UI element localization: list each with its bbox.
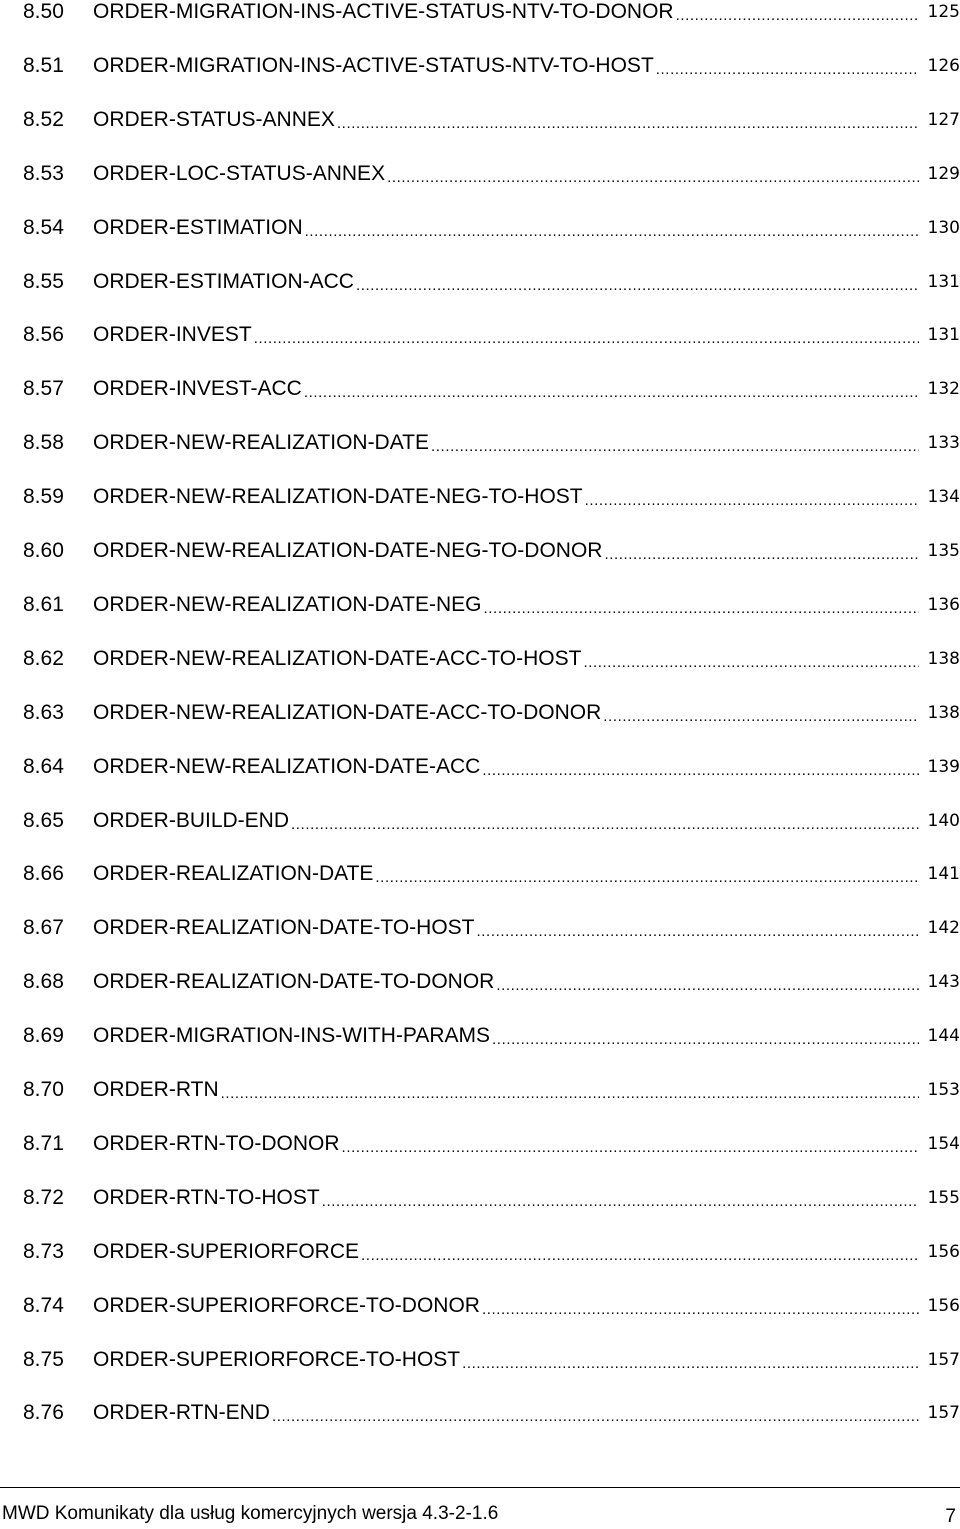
toc-entry[interactable]: [23, 427, 960, 459]
toc-entry-number: 8.57: [23, 377, 64, 401]
toc-dot-leader: [305, 212, 919, 244]
toc-entry[interactable]: [23, 751, 960, 783]
toc-dot-leader: [477, 912, 919, 944]
toc-entry-number: 8.70: [23, 1078, 64, 1101]
toc-entry-number: 8.68: [23, 970, 64, 994]
toc-entry-title: ORDER-REALIZATION-DATE-TO-DONOR: [93, 970, 495, 994]
toc-entry-number: 8.65: [23, 808, 64, 832]
toc-entry-number: 8.73: [23, 1239, 64, 1263]
toc-entry[interactable]: [23, 966, 960, 998]
toc-entry-number: 8.50: [23, 0, 64, 23]
toc-entry-page-number: 153: [927, 1080, 960, 1100]
toc-entry-title: ORDER-SUPERIORFORCE-TO-HOST: [93, 1347, 461, 1371]
toc-entry-title: ORDER-REALIZATION-DATE-TO-HOST: [93, 916, 475, 940]
toc-entry[interactable]: [23, 1182, 960, 1214]
toc-entry-number: 8.58: [23, 431, 64, 455]
toc-entry-number: 8.74: [23, 1293, 64, 1317]
toc-entry-title: ORDER-BUILD-END: [93, 808, 290, 832]
toc-entry-title: ORDER-NEW-REALIZATION-DATE-ACC: [93, 754, 481, 778]
toc-entry-number: 8.63: [23, 700, 64, 724]
toc-entry[interactable]: [23, 1020, 960, 1052]
toc-dot-leader: [375, 858, 919, 890]
toc-entry-title: ORDER-NEW-REALIZATION-DATE-ACC-TO-HOST: [93, 646, 582, 670]
toc-entry-title: ORDER-NEW-REALIZATION-DATE-NEG-TO-DONOR: [93, 539, 603, 562]
toc-entry-page-number: 135: [927, 541, 960, 561]
toc-entry-title: ORDER-LOC-STATUS-ANNEX: [93, 161, 386, 185]
toc-dot-leader: [291, 805, 919, 837]
toc-entry[interactable]: [23, 266, 960, 298]
toc-entry[interactable]: [23, 805, 960, 837]
toc-entry-title: ORDER-RTN-TO-HOST: [93, 1185, 320, 1209]
toc-entry-title: ORDER-REALIZATION-DATE: [93, 862, 374, 886]
toc-entry-title: ORDER-RTN-END: [93, 1401, 270, 1425]
toc-entry-page-number: 142: [927, 918, 960, 939]
toc-entry-number: 8.71: [23, 1131, 64, 1155]
toc-entry-title: ORDER-NEW-REALIZATION-DATE-NEG: [93, 592, 482, 616]
toc-entry[interactable]: [23, 1236, 960, 1268]
toc-entry[interactable]: [23, 1344, 960, 1376]
toc-entry-title: ORDER-RTN: [93, 1078, 219, 1101]
toc-entry-page-number: 138: [927, 648, 960, 669]
toc-entry-title: ORDER-INVEST-ACC: [93, 377, 302, 401]
toc-entry-page-number: 136: [927, 594, 960, 615]
toc-entry-title: ORDER-ESTIMATION-ACC: [93, 269, 354, 293]
toc-entry-title: ORDER-MIGRATION-INS-ACTIVE-STATUS-NTV-TO-HOST: [93, 53, 654, 77]
toc-entry-title: ORDER-MIGRATION-INS-WITH-PARAMS: [93, 1024, 491, 1048]
toc-dot-leader: [676, 0, 919, 28]
toc-entry-number: 8.64: [23, 754, 64, 778]
toc-entry-title: ORDER-MIGRATION-INS-ACTIVE-STATUS-NTV-TO-DONOR: [93, 0, 674, 23]
toc-entry[interactable]: [23, 697, 960, 729]
toc-entry-number: 8.76: [23, 1401, 64, 1425]
toc-entry[interactable]: [23, 858, 960, 890]
toc-entry[interactable]: [23, 589, 960, 621]
toc-dot-leader: [482, 1290, 919, 1322]
toc-dot-leader: [272, 1397, 919, 1429]
toc-dot-leader: [431, 427, 919, 459]
toc-dot-leader: [496, 966, 919, 998]
toc-entry-page-number: 141: [927, 864, 960, 885]
toc-entry-page-number: 125: [927, 2, 960, 22]
toc-dot-leader: [482, 751, 919, 783]
toc-entry-page-number: 129: [927, 163, 960, 184]
footer-page-number: 7: [945, 1506, 956, 1527]
toc-entry-title: ORDER-SUPERIORFORCE: [93, 1239, 360, 1263]
toc-entry-number: 8.67: [23, 916, 64, 940]
toc-dot-leader: [604, 535, 919, 567]
toc-dot-leader: [356, 266, 919, 298]
toc-entry[interactable]: [23, 104, 960, 136]
toc-entry-number: 8.59: [23, 485, 64, 509]
toc-entry[interactable]: [23, 319, 960, 351]
toc-dot-leader: [462, 1344, 919, 1376]
toc-entry-page-number: 154: [927, 1133, 960, 1154]
toc-entry-title: ORDER-INVEST: [93, 323, 252, 347]
toc-dot-leader: [492, 1020, 919, 1052]
toc-entry-page-number: 156: [927, 1295, 960, 1316]
toc-entry-page-number: 134: [927, 487, 960, 508]
toc-entry[interactable]: [23, 158, 960, 190]
toc-entry-number: 8.75: [23, 1347, 64, 1371]
toc-entry[interactable]: [23, 535, 960, 567]
toc-entry-title: ORDER-NEW-REALIZATION-DATE-NEG-TO-HOST: [93, 485, 583, 509]
toc-entry[interactable]: [23, 643, 960, 675]
toc-entry-page-number: 131: [927, 271, 960, 292]
toc-dot-leader: [361, 1236, 919, 1268]
toc-entry-page-number: 144: [927, 1026, 960, 1047]
toc-dot-leader: [342, 1128, 919, 1160]
toc-dot-leader: [656, 50, 919, 82]
toc-entry-number: 8.53: [23, 161, 64, 185]
footer-divider: [0, 1487, 960, 1488]
toc-dot-leader: [387, 158, 919, 190]
toc-entry-number: 8.69: [23, 1024, 64, 1048]
toc-dot-leader: [585, 481, 919, 513]
toc-entry[interactable]: [23, 212, 960, 244]
toc-entry-number: 8.62: [23, 646, 64, 670]
toc-entry-page-number: 155: [927, 1187, 960, 1208]
footer-document-title: MWD Komunikaty dla usług komercyjnych wersja 4.3-2-1.6: [2, 1503, 499, 1524]
toc-entry-title: ORDER-RTN-TO-DONOR: [93, 1131, 340, 1155]
toc-entry-page-number: 138: [927, 702, 960, 723]
toc-dot-leader: [583, 643, 919, 675]
toc-entry[interactable]: [23, 1397, 960, 1429]
toc-entry[interactable]: [23, 50, 960, 82]
toc-entry-title: ORDER-ESTIMATION: [93, 215, 303, 239]
toc-entry[interactable]: [23, 481, 960, 513]
toc-entry-number: 8.72: [23, 1185, 64, 1209]
toc-entry-page-number: 126: [927, 55, 960, 76]
toc-entry-page-number: 127: [927, 109, 960, 130]
toc-dot-leader: [254, 319, 919, 351]
toc-entry-number: 8.51: [23, 53, 64, 77]
toc-entry-page-number: 139: [927, 756, 960, 777]
toc-dot-leader: [304, 373, 919, 405]
toc-entry-page-number: 157: [927, 1349, 960, 1370]
toc-entry[interactable]: [23, 0, 960, 28]
toc-entry-page-number: 140: [927, 810, 960, 831]
toc-entry-number: 8.60: [23, 539, 64, 562]
toc-dot-leader: [221, 1074, 919, 1106]
toc-entry-title: ORDER-STATUS-ANNEX: [93, 107, 335, 131]
toc-entry[interactable]: [23, 1074, 960, 1106]
toc-entry-page-number: 156: [927, 1241, 960, 1262]
toc-dot-leader: [484, 589, 919, 621]
toc-dot-leader: [337, 104, 919, 136]
toc-dot-leader: [322, 1182, 919, 1214]
toc-entry[interactable]: [23, 1290, 960, 1322]
toc-entry-page-number: 157: [927, 1403, 960, 1424]
toc-entry-page-number: 133: [927, 433, 960, 454]
toc-entry-page-number: 130: [927, 217, 960, 238]
toc-entry-title: ORDER-NEW-REALIZATION-DATE-ACC-TO-DONOR: [93, 700, 602, 724]
toc-entry-title: ORDER-SUPERIORFORCE-TO-DONOR: [93, 1293, 480, 1317]
toc-entry[interactable]: [23, 912, 960, 944]
toc-entry[interactable]: [23, 373, 960, 405]
toc-entry-number: 8.52: [23, 107, 64, 131]
toc-entry-page-number: 143: [927, 972, 960, 993]
toc-entry-number: 8.56: [23, 323, 64, 347]
toc-entry-page-number: 131: [927, 325, 960, 346]
toc-entry-number: 8.55: [23, 269, 64, 293]
toc-entry-number: 8.66: [23, 862, 64, 886]
toc-entry-title: ORDER-NEW-REALIZATION-DATE: [93, 431, 430, 455]
toc-entry-page-number: 132: [927, 379, 960, 400]
toc-dot-leader: [603, 697, 919, 729]
toc-entry[interactable]: [23, 1128, 960, 1160]
toc-entry-number: 8.61: [23, 592, 64, 616]
toc-entry-number: 8.54: [23, 215, 64, 239]
